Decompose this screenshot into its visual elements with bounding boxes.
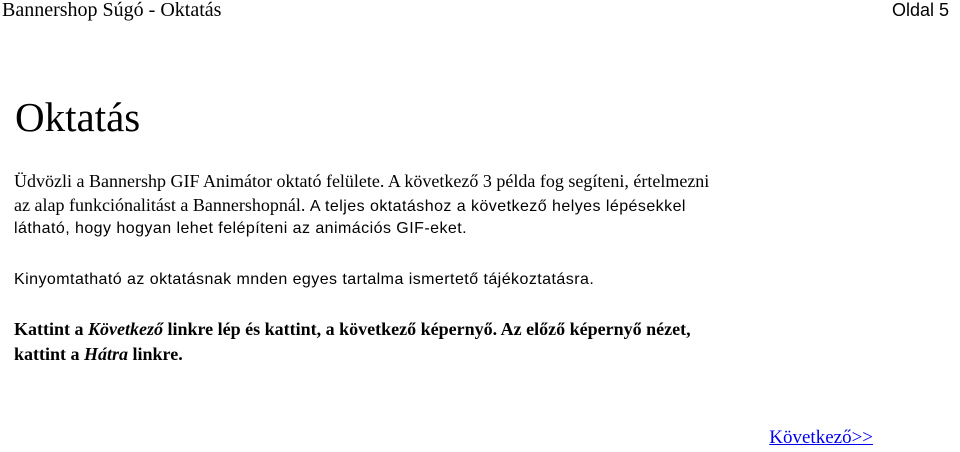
print-note: Kinyomtatható az oktatásnak mnden egyes tartalma ismertető tájékoztatásra. [14, 271, 595, 288]
intro-line-3: látható, hogy hogyan lehet felépíteni az animációs GIF-eket. [14, 220, 468, 237]
instructions-text-b: linkre lép és kattint, a következő képernyő. Az előző képernyő nézet, [162, 319, 691, 339]
navigation-instructions [14, 317, 691, 367]
instructions-back-word: Hátra [84, 344, 129, 364]
page-title: Oktatás [15, 94, 141, 140]
instructions-text-c: kattint a [14, 344, 85, 364]
next-page-link[interactable]: Következő>> [769, 427, 873, 448]
instructions-line-1 [14, 317, 691, 342]
instructions-line-2 [14, 342, 691, 367]
intro-paragraph [14, 169, 954, 241]
instructions-text-a: Kattint a [14, 319, 88, 339]
page-number: Oldal 5 [891, 0, 949, 20]
intro-line-2-sans: A teljes oktatáshoz a következő helyes lépésekkel [309, 198, 686, 215]
instructions-next-word: Következő [88, 319, 163, 339]
intro-line-1: Üdvözli a Bannershp GIF Animátor oktató felülete. A következő 3 példa fog segíteni, értelmezni [14, 171, 710, 191]
intro-line-2-serif: az alap funkciónalitást a Bannershopnál. [14, 195, 310, 215]
intro-line-2 [14, 193, 954, 217]
document-title: Bannershop Súgó - Oktatás [2, 0, 222, 21]
instructions-text-d: linkre. [128, 344, 183, 364]
